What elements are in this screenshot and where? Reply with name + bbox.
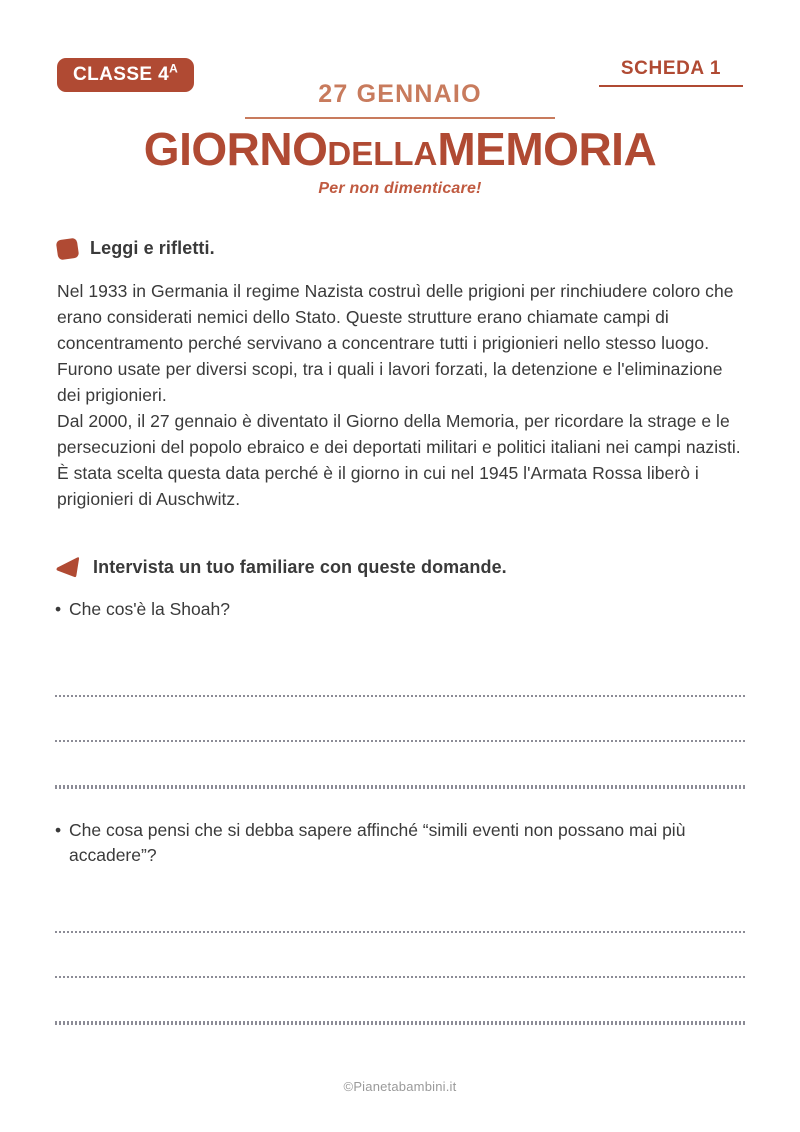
reading-paragraph-1: Nel 1933 in Germania il regime Nazista costruì delle prigioni per rinchiudere coloro che erano considerati nemici dello Stato. Queste strutture erano chiamate campi di concentramento perché servivano a concentrare tutti i prigionieri nello stesso luogo. Furono usate per diversi scopi, tra i quali i lavori forzati, la detenzione e l'eliminazione dei prigionieri. (57, 281, 734, 405)
question-2-text: Che cosa pensi che si debba sapere affinché “simili eventi non possano mai più accadere”? (69, 820, 686, 865)
answer-line[interactable] (55, 652, 745, 697)
rounded-square-icon (56, 237, 80, 260)
date-label: 27 GENNAIO (318, 80, 482, 108)
class-badge-label: CLASSE 4 (73, 64, 170, 85)
triangle-left-icon (55, 556, 81, 578)
answer-lines-question-2[interactable] (55, 888, 745, 1025)
copyright-symbol: © (343, 1079, 354, 1094)
sheet-number-label: SCHEDA 1 (620, 58, 722, 79)
section-heading-interview-label: Intervista un tuo familiare con queste domande. (93, 556, 507, 577)
answer-line[interactable] (55, 787, 745, 789)
answer-line[interactable] (55, 978, 745, 1023)
page-footer (0, 1078, 800, 1096)
page-header (0, 0, 800, 212)
question-1-bullet: • (55, 599, 62, 619)
answer-line[interactable] (55, 1023, 745, 1025)
question-1-text: Che cos'è la Shoah? (69, 599, 230, 619)
site-credit: Pianetabambini.it (353, 1079, 457, 1094)
section-heading-read (57, 238, 215, 259)
date-divider (245, 117, 555, 119)
question-2 (55, 818, 759, 868)
class-badge-superscript: A (169, 61, 179, 76)
page-title (0, 123, 800, 175)
question-2-bullet: • (55, 820, 62, 840)
page-title-part-3: MEMORIA (437, 123, 657, 175)
page-title-part-1: GIORNO (143, 123, 328, 175)
answer-line[interactable] (55, 888, 745, 933)
answer-line[interactable] (55, 933, 745, 978)
answer-line[interactable] (55, 697, 745, 742)
page-tagline: Per non dimenticare! (318, 180, 482, 197)
date-block (0, 82, 800, 119)
section-heading-interview (55, 556, 507, 578)
answer-lines-question-1[interactable] (55, 652, 745, 789)
question-1 (55, 597, 745, 622)
reading-paragraph-2: Dal 2000, il 27 gennaio è diventato il Giorno della Memoria, per ricordare la strage e le persecuzioni del popolo ebraico e dei deportati militari e politici italiani nei campi nazisti. È stata scelta questa data perché è il giorno in cui nel 1945 l'Armata Rossa liberò i prigionieri di Auschwitz. (57, 411, 741, 509)
answer-line[interactable] (55, 742, 745, 787)
section-heading-read-label: Leggi e rifletti. (90, 238, 215, 258)
reading-passage (57, 278, 747, 512)
page-title-part-2: DELLA (327, 135, 438, 172)
